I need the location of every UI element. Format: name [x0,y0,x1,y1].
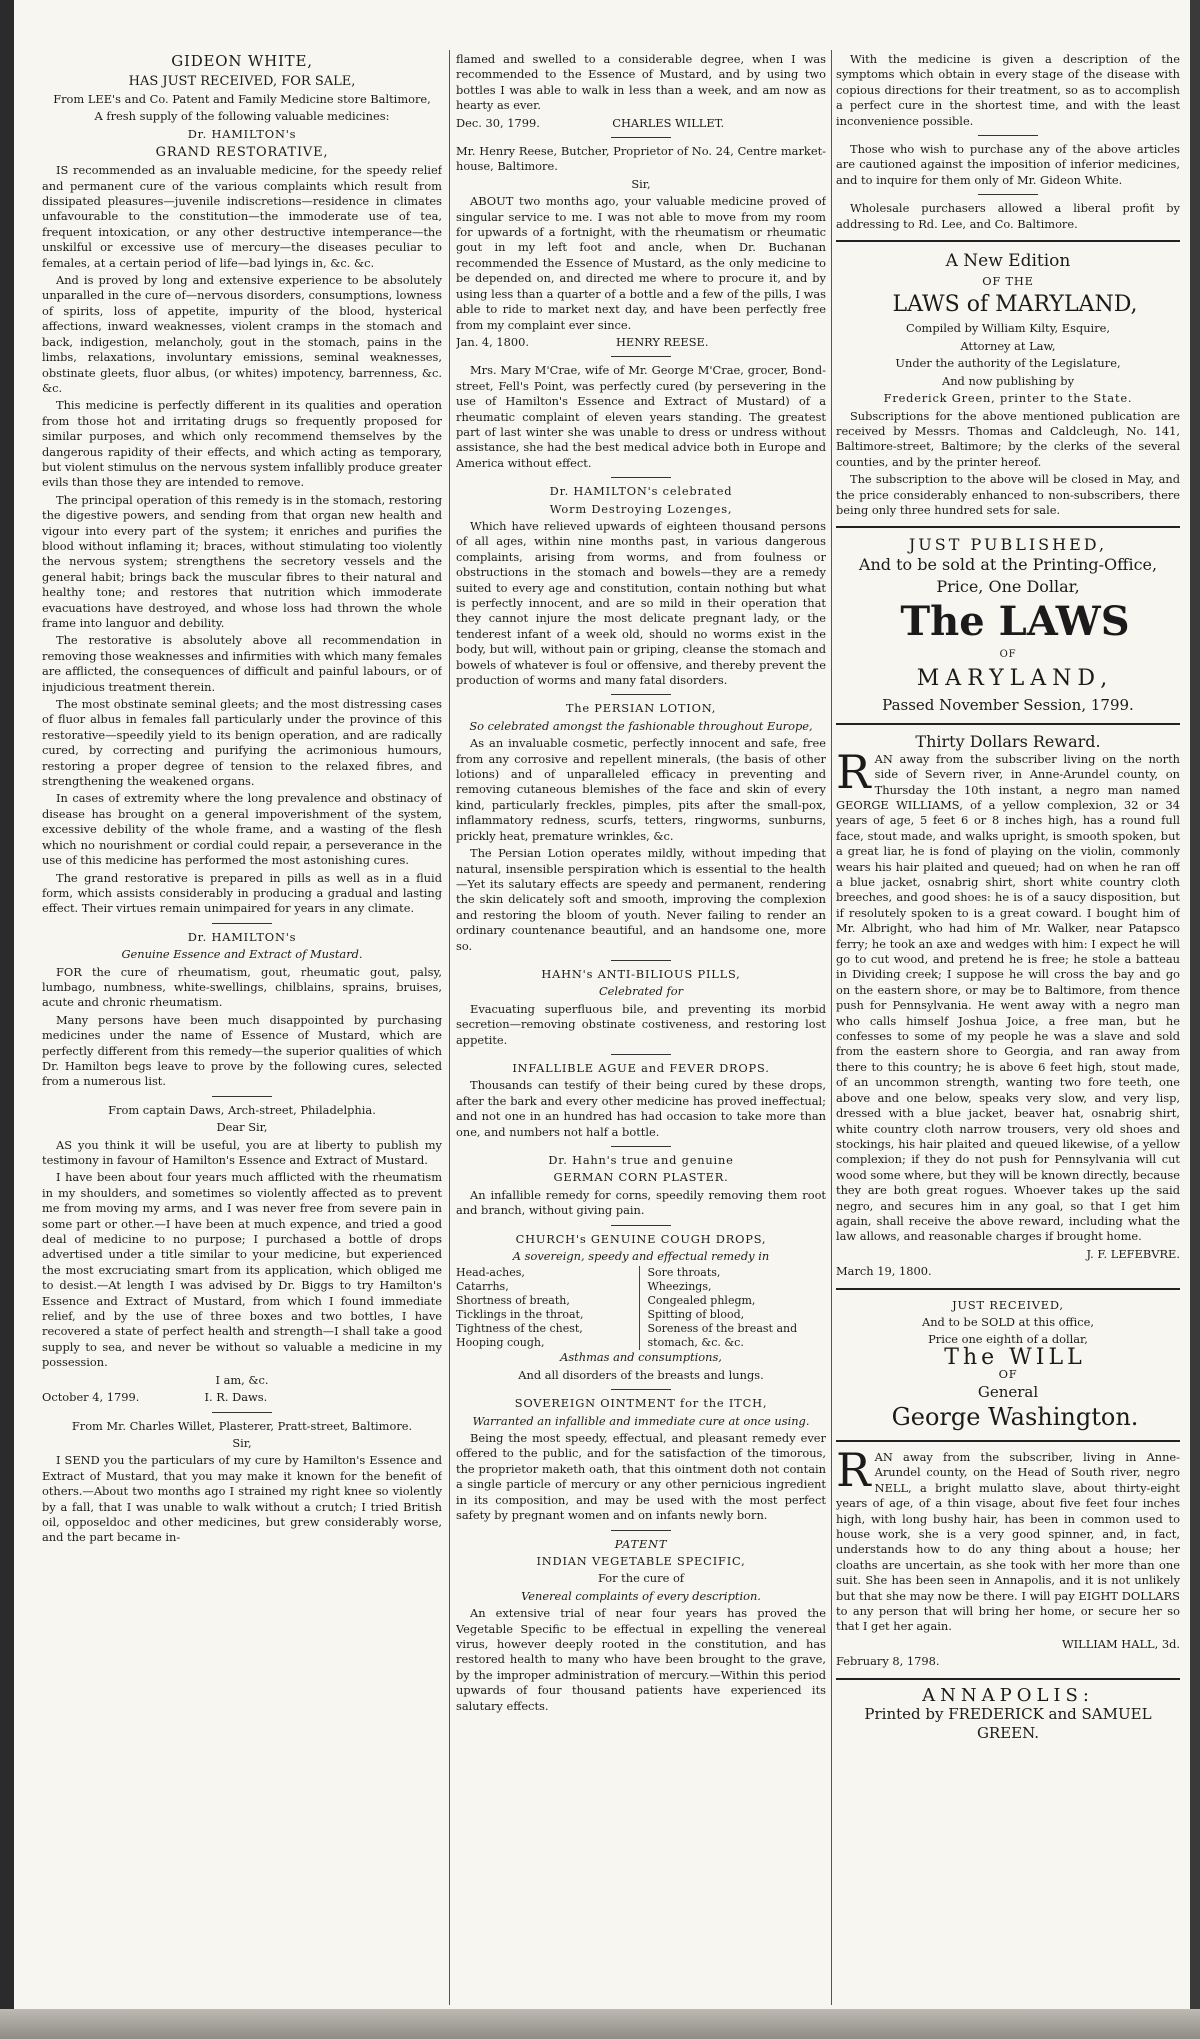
divider [611,1146,671,1147]
paragraph: FOR the cure of rheumatism, gout, rheumatic gout, palsy, lumbago, numbness, white-swellings, chilblains, sprains, bruises, acute and chronic rheumatism. [42,964,442,1010]
section-rule [836,526,1180,528]
list-item: Ticklings in the throat, [456,1308,584,1322]
will-of: OF [998,1367,1018,1382]
paragraph: And is proved by long and extensive experience to be absolutely unparalled in the cure of—nervous disorders, consumptions, lowness of spirits, loss of appetite, impurity of the blood, hysterical affections, inward weaknesses, violent cramps in the stomach and back, indigestion, melancholy, gout in the stomach, pains in the limbs, relaxations, involuntary emissions, seminal weaknesses, obstinate gleets, fluor albus, (or whites) impotency, barrenness, &c. &c. [42,273,442,395]
salutation: Sir, [631,176,651,191]
list-footer: And all disorders of the breasts and lungs. [518,1367,764,1382]
product-heading: Dr. HAMILTON's [187,126,297,141]
product-title: HAHN's ANTI-BILIOUS PILLS, [541,966,741,981]
runaway-signature: WILLIAM HALL, 3d. [1061,1636,1180,1651]
salutation: Dear Sir, [216,1120,268,1135]
signature: Dec. 30, 1799. CHARLES WILLET. [456,115,725,130]
list-item: Head-aches, [456,1266,525,1280]
column-3 [836,52,1180,2002]
laws-printer: Frederick Green, printer to the State. [883,391,1133,406]
symptom-list-right [648,1266,827,1350]
product-title: INFALLIBLE AGUE and FEVER DROPS. [512,1060,770,1075]
paragraph: Thousands can testify of their being cured by these drops, after the bark and every other medicine has proved ineffectual; and not one in an hundred has had occasion to take more than one, and numbers not half a bottle. [456,1078,826,1139]
laws-compiler: Compiled by William Kilty, Esquire, [905,321,1111,336]
product-subtitle: Celebrated for [598,984,684,999]
divider [611,1054,671,1055]
product-title: GERMAN CORN PLASTER. [553,1170,729,1185]
list-item: Spitting of blood, [647,1308,745,1322]
paragraph: An extensive trial of near four years has proved the Vegetable Specific to be effectual in expelling the venereal virus, however deeply rooted in the constitution, and has restored health to many who have been brought to the grave, by the improper administration of mercury.—Within this period upwards of four thousand patients have experienced its salutary effects. [456,1606,826,1713]
just-received: JUST RECEIVED, [952,1297,1064,1312]
drop-cap: R [836,1443,871,1497]
letter-from: From Mr. Charles Willet, Plasterer, Pratt-street, Baltimore. [71,1418,413,1433]
symptom-list [456,1266,826,1350]
paragraph: The most obstinate seminal gleets; and the most distressing cases of fluor albus in females fall particularly under the province of this restorative—speedily yield to its benign operation, and are radically cured, by correcting and purifying the acrimonious humours, restoring a proper degree of tension to the relaxed fibres, and strengthening the weakened organs. [42,697,442,789]
laws-publishing: And now publishing by [941,373,1075,388]
divider [212,923,272,924]
laws-edition-heading: A New Edition [945,251,1071,272]
product-title: GRAND RESTORATIVE, [155,145,329,161]
product-title: The PERSIAN LOTION, [565,701,717,716]
divider [611,960,671,961]
laws-edition-of: OF THE [982,274,1034,289]
paragraph: IS recommended as an invaluable medicine, for the speedy relief and permanent cure of the various complaints which result from dissipated pleasures—juvenile indiscretions—residence in climates unfavourable to the constitution—the immoderate use of tea, frequent intoxication, or any other destructive intemperance—the unskilful or excessive use of mercury—the diseases peculiar to females, at a certain period of life—bad lyings in, &c. &c. [42,163,442,270]
product-heading: Dr. Hahn's true and genuine [548,1153,734,1167]
imprint-city: ANNAPOLIS: [922,1684,1094,1706]
paragraph: Those who wish to purchase any of the above articles are cautioned against the imposition of inferior medicines, and to inquire for them only of Mr. Gideon White. [836,142,1180,187]
laws-title: The LAWS [900,598,1130,646]
section-rule [836,723,1180,725]
will-washington: George Washington. [891,1403,1139,1431]
list-item: Hooping cough, [456,1336,545,1350]
product-title: CHURCH's GENUINE COUGH DROPS, [515,1231,767,1246]
laws-of: OF [999,649,1017,661]
paragraph: Being the most speedy, effectual, and pleasant remedy ever offered to the public, and for the satisfaction of the timorous, the proprietor maketh oath, that this ointment doth not contain a single particle of mercury or any other pernicious ingredient in its composition, and may be used with the most perfect safety by pregnant women and on infants newly born. [456,1431,826,1523]
just-published: JUST PUBLISHED, [908,535,1108,555]
paragraph: Mrs. Mary M'Crae, wife of Mr. George M'Crae, grocer, Bond-street, Fell's Point, was perfectly cured (by persevering in the use of Hamilton's Essence and Extract of Mustard) of a rheumatic complaint of eleven years standing. The greatest part of last winter she was unable to dress or undress without assistance, she had the best medical advice both in Europe and America without effect. [456,363,826,470]
signature-date: October 4, 1799. I. R. Daws. [42,1390,268,1405]
signature: I am, &c. [215,1372,269,1387]
headline: HAS JUST RECEIVED, FOR SALE, [128,74,356,89]
laws-authority: Under the authority of the Legislature, [895,356,1121,371]
page-edge-right [1190,0,1200,2039]
signature: Jan. 4, 1800. HENRY REESE. [456,334,709,349]
price: Price, One Dollar, [936,577,1080,597]
paragraph: The principal operation of this remedy is in the stomach, restoring the digestive powers, and sending from that organ new health and vigour into every part of the system; it enriches and purifies the blood without inflaming it; braces, without stimulating too violently the nervous system; strengthens the secretory vessels and the general habit; brings back the muscular fibres to their natural and healthy tone; and restores that nutrition which immoderate evacuations have destroyed, and whose loss had thrown the whole frame into languor and debility. [42,492,442,630]
symptom-list-left [456,1266,640,1350]
page-edge-left [0,0,14,2039]
divider [611,356,671,357]
section-rule [836,240,1180,242]
product-subtitle: Venereal complaints of every description. [521,1588,761,1603]
reward-date: March 19, 1800. [836,1264,932,1279]
paragraph: I SEND you the particulars of my cure by Hamilton's Essence and Extract of Mustard, that you may make it known for the benefit of others.—About two months ago I strained my right knee so violently by a fall, that I was unable to walk without a crutch; I tried British oil, opposeldoc and other medicines, but grew considerably worse, and the part became in- [42,1453,442,1545]
drop-cap: R [836,744,871,799]
divider [611,1530,671,1531]
sold-at: And to be SOLD at this office, [922,1314,1094,1329]
maryland-title: MARYLAND, [916,665,1114,691]
list-item: stomach, &c. &c. [647,1336,744,1350]
column-1 [42,52,442,2002]
list-item: Sore throats, [647,1266,721,1280]
subheadline: From LEE's and Co. Patent and Family Medicine store Baltimore, [53,92,431,106]
divider [212,1412,272,1413]
section-rule [836,1288,1180,1290]
salutation: Sir, [232,1435,252,1450]
section-rule [836,1678,1180,1680]
list-item: Shortness of breath, [456,1294,570,1308]
paragraph: This medicine is perfectly different in its qualities and operation from those hot and irritating drugs so frequently proposed for similar purposes, and which only recommend themselves by the dangerous rapidity of their effects, and which acting as temporary, but violent stimulus on the nervous system infallibly produce greater evils than those they are intended to remove. [42,398,442,490]
reward-heading: Thirty Dollars Reward. [915,731,1101,751]
divider [611,477,671,478]
section-rule [836,1440,1180,1442]
product-title: Worm Destroying Lozenges, [549,501,733,516]
page-edge-bottom [0,2009,1200,2039]
paragraph: AS you think it will be useful, you are at liberty to publish my testimony in favour of Hamilton's Essence and Extract of Mustard. [42,1137,442,1167]
paragraph: Subscriptions for the above mentioned publication are received by Messrs. Thomas and Caldcleugh, No. 141, Baltimore-street, Baltimore; by the clerks of the several counties, and by the printer hereof. [836,408,1180,469]
list-item: Wheezings, [647,1280,712,1294]
paragraph: Wholesale purchasers allowed a liberal profit by addressing to Rd. Lee, and Co. Baltimore. [836,201,1180,231]
reward-signature: J. F. LEFEBVRE. [1086,1246,1180,1261]
will-title: The WILL [944,1344,1086,1370]
letter-from: Mr. Henry Reese, Butcher, Proprietor of No. 24, Centre market-house, Baltimore. [456,144,826,174]
list-item: Tightness of the chest, [456,1322,583,1336]
letter-from: From captain Daws, Arch-street, Philadelphia. [108,1102,376,1117]
list-item: Congealed phlegm, [647,1294,756,1308]
subheadline: A fresh supply of the following valuable medicines: [94,109,390,124]
laws-edition-title: LAWS of MARYLAND, [892,292,1138,318]
price: Price one eighth of a dollar, [928,1332,1088,1347]
paragraph: Evacuating superfluous bile, and preventing its morbid secretion—removing obstinate costiveness, and restoring lost appetite. [456,1001,826,1047]
paragraph: An infallible remedy for corns, speedily removing them root and branch, without giving pain. [456,1187,826,1218]
paragraph: As an invaluable cosmetic, perfectly innocent and safe, free from any corrosive and repellent minerals, (the basis of other lotions) and of unparalleled efficacy in preventing and removing cutaneous blemishes of the face and skin of every kind, particularly freckles, pimples, pits after the small-pox, inflammatory redness, scurfs, tetters, ringworms, sunburns, prickly heat, premature wrinkles, &c. [456,736,826,843]
divider [611,694,671,695]
column-2 [456,52,826,2002]
product-title: Genuine Essence and Extract of Mustard. [121,947,363,962]
paragraph: I have been about four years much afflicted with the rheumatism in my shoulders, and sometimes so violently affected as to prevent me from moving my arms, and I was never free from severe pain in some part or other.—I have been at much expence, and tried a good deal of medicine to no purpose; I purchased a bottle of drops advertised under a title similar to your medicine, but experienced the most excruciating smart from its application, which obliged me to desist.—At length I was advised by Dr. Biggs to try Hamilton's Essence and Extract of Mustard, from which I found immediate relief, and by the use of three boxes and two bottles, I have recovered a state of perfect health and strength—I shall take a good supply to sea, and never be without so valuable a medicine in my possession. [42,1170,442,1370]
paragraph: The grand restorative is prepared in pills as well as in a fluid form, which assists considerably in producing a gradual and lasting effect. Their virtues remain unimpaired for years in any climate. [42,870,442,916]
paragraph: The subscription to the above will be closed in May, and the price considerably enhanced to non-subscribers, there being only three hundred sets for sale. [836,472,1180,517]
product-heading: PATENT [614,1536,668,1551]
divider [978,135,1038,136]
reward-notice: RAN away from the subscriber living on the north side of Severn river, in Anne-Arundel county, on Thursday the 10th instant, a negro man named GEORGE WILLIAMS, of a yellow complexion, 32 or 34 years of age, 5 feet 6 or 8 inches high, has a round full face, stout made, and walks upright, is smooth spoken, but a great liar, he is fond of playing on the violin, commonly wears his hair plaited and queued; had on when he ran off a blue jacket, osnabrig shirt, short white country cloth breeches, and good shoes: he is of a saucy disposition, but if resolutely spoken to is a great coward. I bought him of Mr. Albright, who had him of Mr. Walker, near Patapsco ferry; he took an axe and wedges with him: I expect he will go to cut wood, and pretend he is free; he stole a batteau in Dividing creek; I suppose he will cross the bay and go on the eastern shore, or may be to Baltimore, from thence push for Pennsylvania. He went away with a negro man who calls himself Joshua Joice, a free man, but he confesses to some of my people he was a slave and sold from the eastern shore to Georgia, and ran away from there to this country; he is above 6 feet high, stout made, of an uncommon strength, wanting two fore teeth, one above and one below, speaks very slow, and very lisp, dressed with a blue jacket, beaver hat, osnabrig shirt, white country cloth narrow trousers, very old shoes and stockings, his hair plaited and queued likewise, of a yellow complexion; if they do not push for Pennsylvania will cut wood some where, but they will be known directly, because they are both great rogues. Whoever takes up the said negro, and secures him in any goal, so that I get him again, shall receive the above reward, including what the law allows, and reasonable charges if brought home. [836,744,1180,1244]
advertiser-name: GIDEON WHITE, [171,52,313,70]
list-item: Catarrhs, [456,1280,509,1294]
divider [611,1225,671,1226]
paragraph: Many persons have been much disappointed by purchasing medicines under the name of Essence of Mustard, which are perfectly different from this remedy—the superior qualities of which Dr. Hamilton begs leave to prove by the following cures, selected from a numerous list. [42,1012,442,1089]
column-rule [449,50,450,2005]
paragraph: In cases of extremity where the long prevalence and obstinacy of disease has brought on a general impoverishment of the system, excessive debility of the whole frame, and a wasting of the flesh which no nourishment or cordial could repair, a perseverance in the use of this medicine has performed the most astonishing cures. [42,791,442,868]
paragraph: The Persian Lotion operates mildly, without impeding that natural, insensible perspiration which is essential to the health—Yet its salutary effects are speedy and permanent, rendering the skin delicately soft and smooth, improving the complexion and restoring the bloom of youth. Never failing to render an ordinary countenance beautiful, and an handsome one, more so. [456,846,826,953]
session: Passed November Session, 1799. [882,695,1134,714]
paragraph: flamed and swelled to a considerable degree, when I was recommended to the Essence of Mustard, and by using two bottles I was able to walk in less than a week, and am now as hearty as ever. [456,52,826,113]
product-heading: Dr. HAMILTON's celebrated [549,484,733,499]
divider [212,1096,272,1097]
product-subtitle: So celebrated amongst the fashionable throughout Europe, [469,718,813,733]
paragraph: The restorative is absolutely above all recommendation in removing those weaknesses and infirmities with which many females are afflicted, the consequences of difficult and painful labours, or of injudicious treatment therein. [42,633,442,694]
runaway-date: February 8, 1798. [836,1654,940,1669]
list-footer: Asthmas and consumptions, [560,1350,722,1365]
product-title: INDIAN VEGETABLE SPECIFIC, [536,1553,746,1568]
imprint-printer: Printed by FREDERICK and SAMUEL GREEN. [864,1705,1152,1743]
paragraph: Which have relieved upwards of eighteen thousand persons of all ages, within nine months past, in various dangerous complaints, arising from worms, and from foulness or obstructions in the stomach and bowels—they are a remedy suited to every age and constitution, contain nothing but what is perfectly innocent, and are so mild in their operation that they cannot injure the most delicate pregnant lady, or the tenderest infant of a week old, should no worms exist in the body, but will, without pain or griping, cleanse the stomach and bowels of whatever is foul or offensive, and thereby prevent the production of worms and many fatal disorders. [456,518,826,688]
product-subtitle: A sovereign, speedy and effectual remedy in [512,1249,770,1264]
will-general: General [977,1382,1039,1401]
product-heading: Dr. HAMILTON's [187,929,297,944]
divider [611,1389,671,1390]
column-rule [831,50,832,2005]
product-subtitle: For the cure of [597,1571,685,1586]
divider [978,194,1038,195]
paragraph: With the medicine is given a description of the symptoms which obtain in every stage of the disease with copious directions for their treatment, so as to accomplish a perfect cure in the shortest time, and with the least inconvenience possible. [836,52,1180,128]
list-item: Soreness of the breast and [647,1322,798,1336]
runaway-notice: RAN away from the subscriber, living in Anne-Arundel county, on the Head of South river, negro NELL, a bright mulatto slave, about thirty-eight years of age, of a thin visage, about five feet four inches high, with long bushy hair, has been in common used to house work, she is a very good spinner, and, in fact, understands how to do any thing about a house; her cloaths are uncertain, as she took with her more than one suit. She has been seen in Annapolis, and it is not unlikely but that she may now be there. I will pay EIGHT DOLLARS to any person that will bring her home, or secure her so that I get her again. [836,1443,1180,1634]
sold-at: And to be sold at the Printing-Office, [858,555,1158,575]
product-title: SOVEREIGN OINTMENT for the ITCH, [514,1396,768,1411]
product-subtitle: Warranted an infallible and immediate cure at once using. [472,1413,810,1428]
paragraph: ABOUT two months ago, your valuable medicine proved of singular service to me. I was not able to move from my room for upwards of a fortnight, with the rheumatism or rheumatic gout in my left foot and ancle, when Dr. Buchanan recommended the Essence of Mustard, as the only medicine to be depended on, and directed me where to procure it, and by using less than a quarter of a bottle and a few of the pills, I was able to ride to market next day, and have been perfectly free from my complaint ever since. [456,194,826,332]
divider [611,137,671,138]
laws-compiler-title: Attorney at Law, [960,338,1056,353]
